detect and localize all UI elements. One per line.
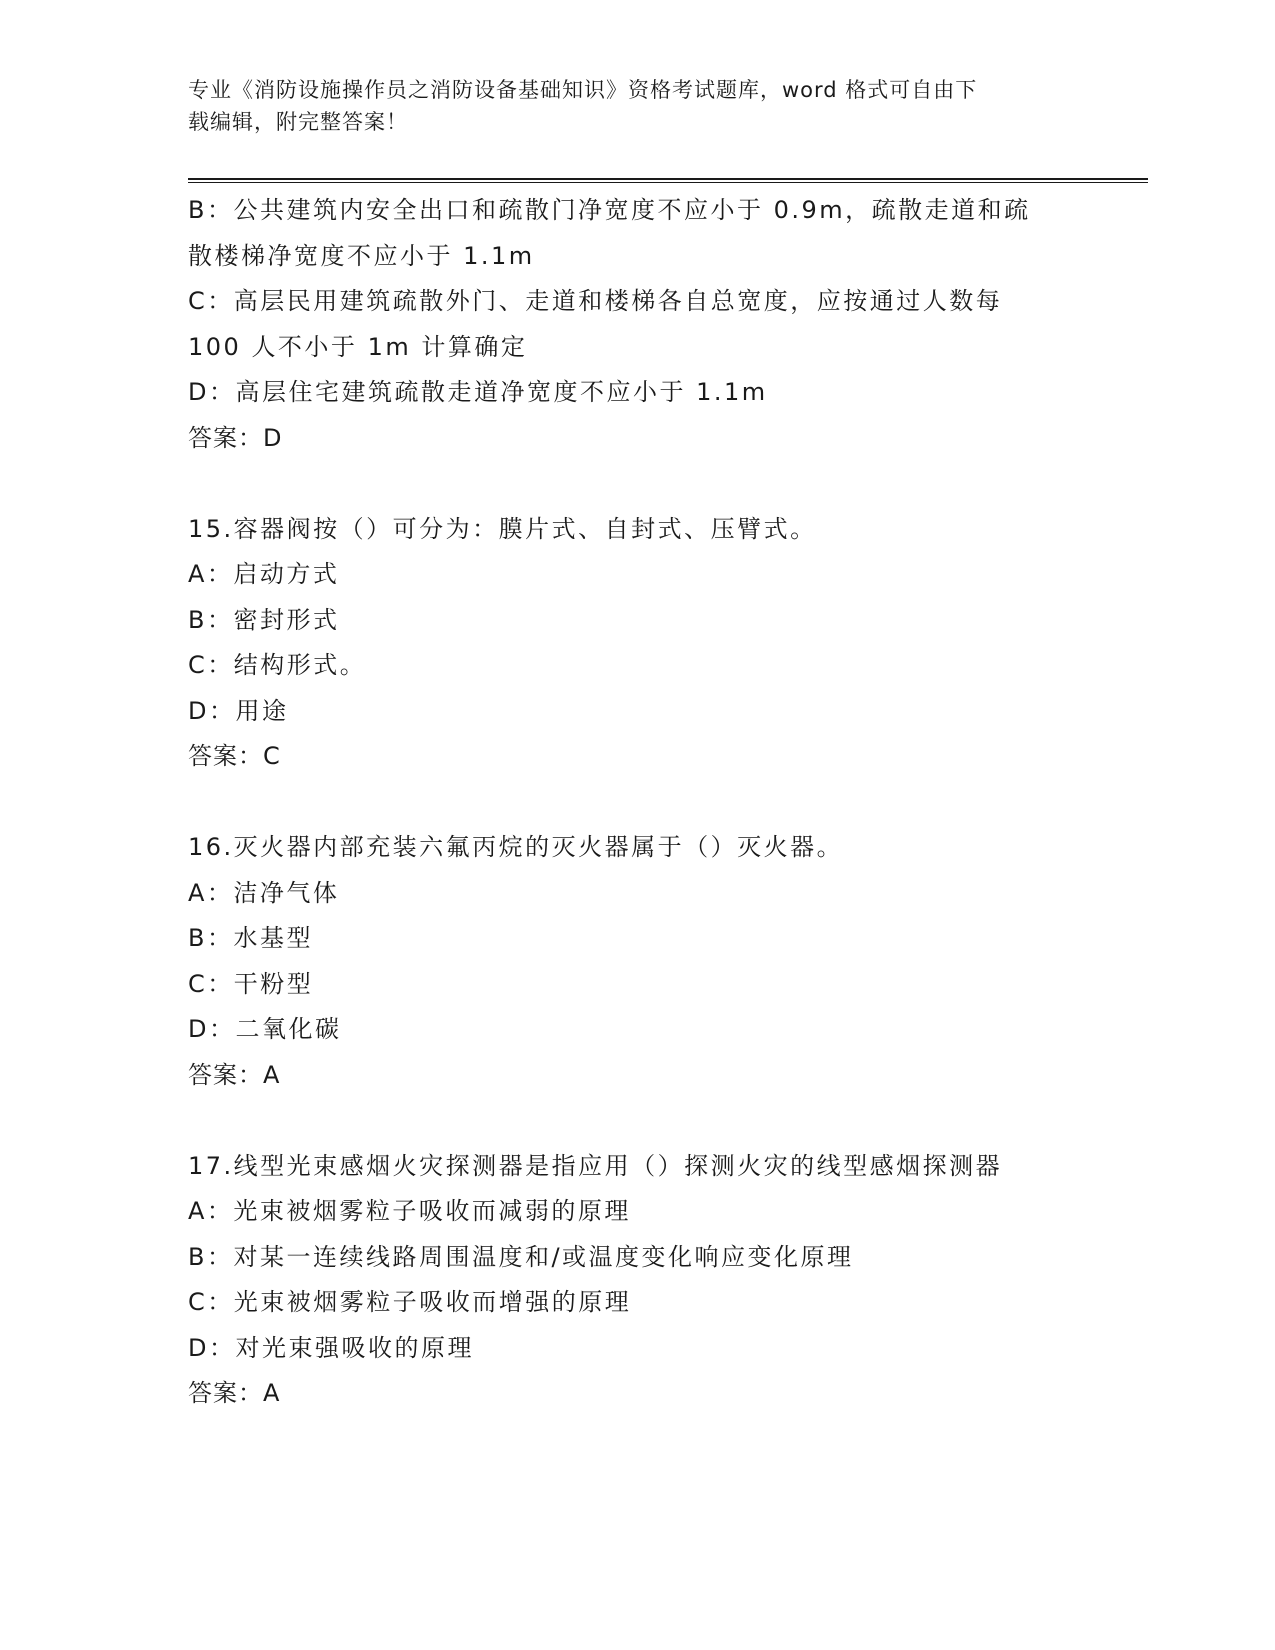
question-stem: 16.灭火器内部充装六氟丙烷的灭火器属于（）灭火器。 <box>188 833 844 861</box>
option-a: A：洁净气体 <box>188 878 340 907</box>
answer: 答案：A <box>188 1379 281 1407</box>
page-header <box>188 74 1068 138</box>
prev-question <box>188 188 1088 461</box>
option-b: B：对某一连续线路周围温度和/或温度变化响应变化原理 <box>188 1242 854 1271</box>
option-b-line-1: B：公共建筑内安全出口和疏散门净宽度不应小于 0.9m，疏散走道和疏 <box>188 196 1031 224</box>
question-stem: 17.线型光束感烟火灾探测器是指应用（）探测火灾的线型感烟探测器 <box>188 1151 1003 1180</box>
option-c: C：干粉型 <box>188 969 314 998</box>
option-b: B：密封形式 <box>188 605 340 634</box>
question-15 <box>188 507 1088 780</box>
option-d: D：用途 <box>188 696 289 725</box>
option-a: A：光束被烟雾粒子吸收而减弱的原理 <box>188 1197 631 1225</box>
spacer <box>188 461 1088 507</box>
answer: 答案：A <box>188 1060 281 1089</box>
option-c: C：结构形式。 <box>188 651 367 679</box>
option-c: C：光束被烟雾粒子吸收而增强的原理 <box>188 1288 632 1316</box>
option-d: D：对光束强吸收的原理 <box>188 1333 474 1362</box>
header-line-2: 载编辑，附完整答案！ <box>188 110 408 134</box>
spacer <box>188 1098 1088 1144</box>
option-c-line-1: C：高层民用建筑疏散外门、走道和楼梯各自总宽度，应按通过人数每 <box>188 287 1003 315</box>
question-16 <box>188 825 1088 1098</box>
question-17 <box>188 1144 1088 1417</box>
option-d: D：二氧化碳 <box>188 1015 342 1043</box>
option-b: B：水基型 <box>188 924 313 952</box>
option-a: A：启动方式 <box>188 560 340 588</box>
answer: 答案：C <box>188 742 281 770</box>
spacer <box>188 780 1088 826</box>
header-line-1: 专业《消防设施操作员之消防设备基础知识》资格考试题库，word 格式可自由下 <box>188 78 978 102</box>
question-stem: 15.容器阀按（）可分为：膜片式、自封式、压臂式。 <box>188 514 817 543</box>
option-c-line-2: 100 人不小于 1m 计算确定 <box>188 332 528 361</box>
option-b-line-2: 散楼梯净宽度不应小于 1.1m <box>188 241 535 270</box>
header-divider <box>188 178 1148 183</box>
answer: 答案：D <box>188 423 283 452</box>
option-d: D：高层住宅建筑疏散走道净宽度不应小于 1.1m <box>188 378 768 406</box>
document-body <box>188 188 1088 1417</box>
